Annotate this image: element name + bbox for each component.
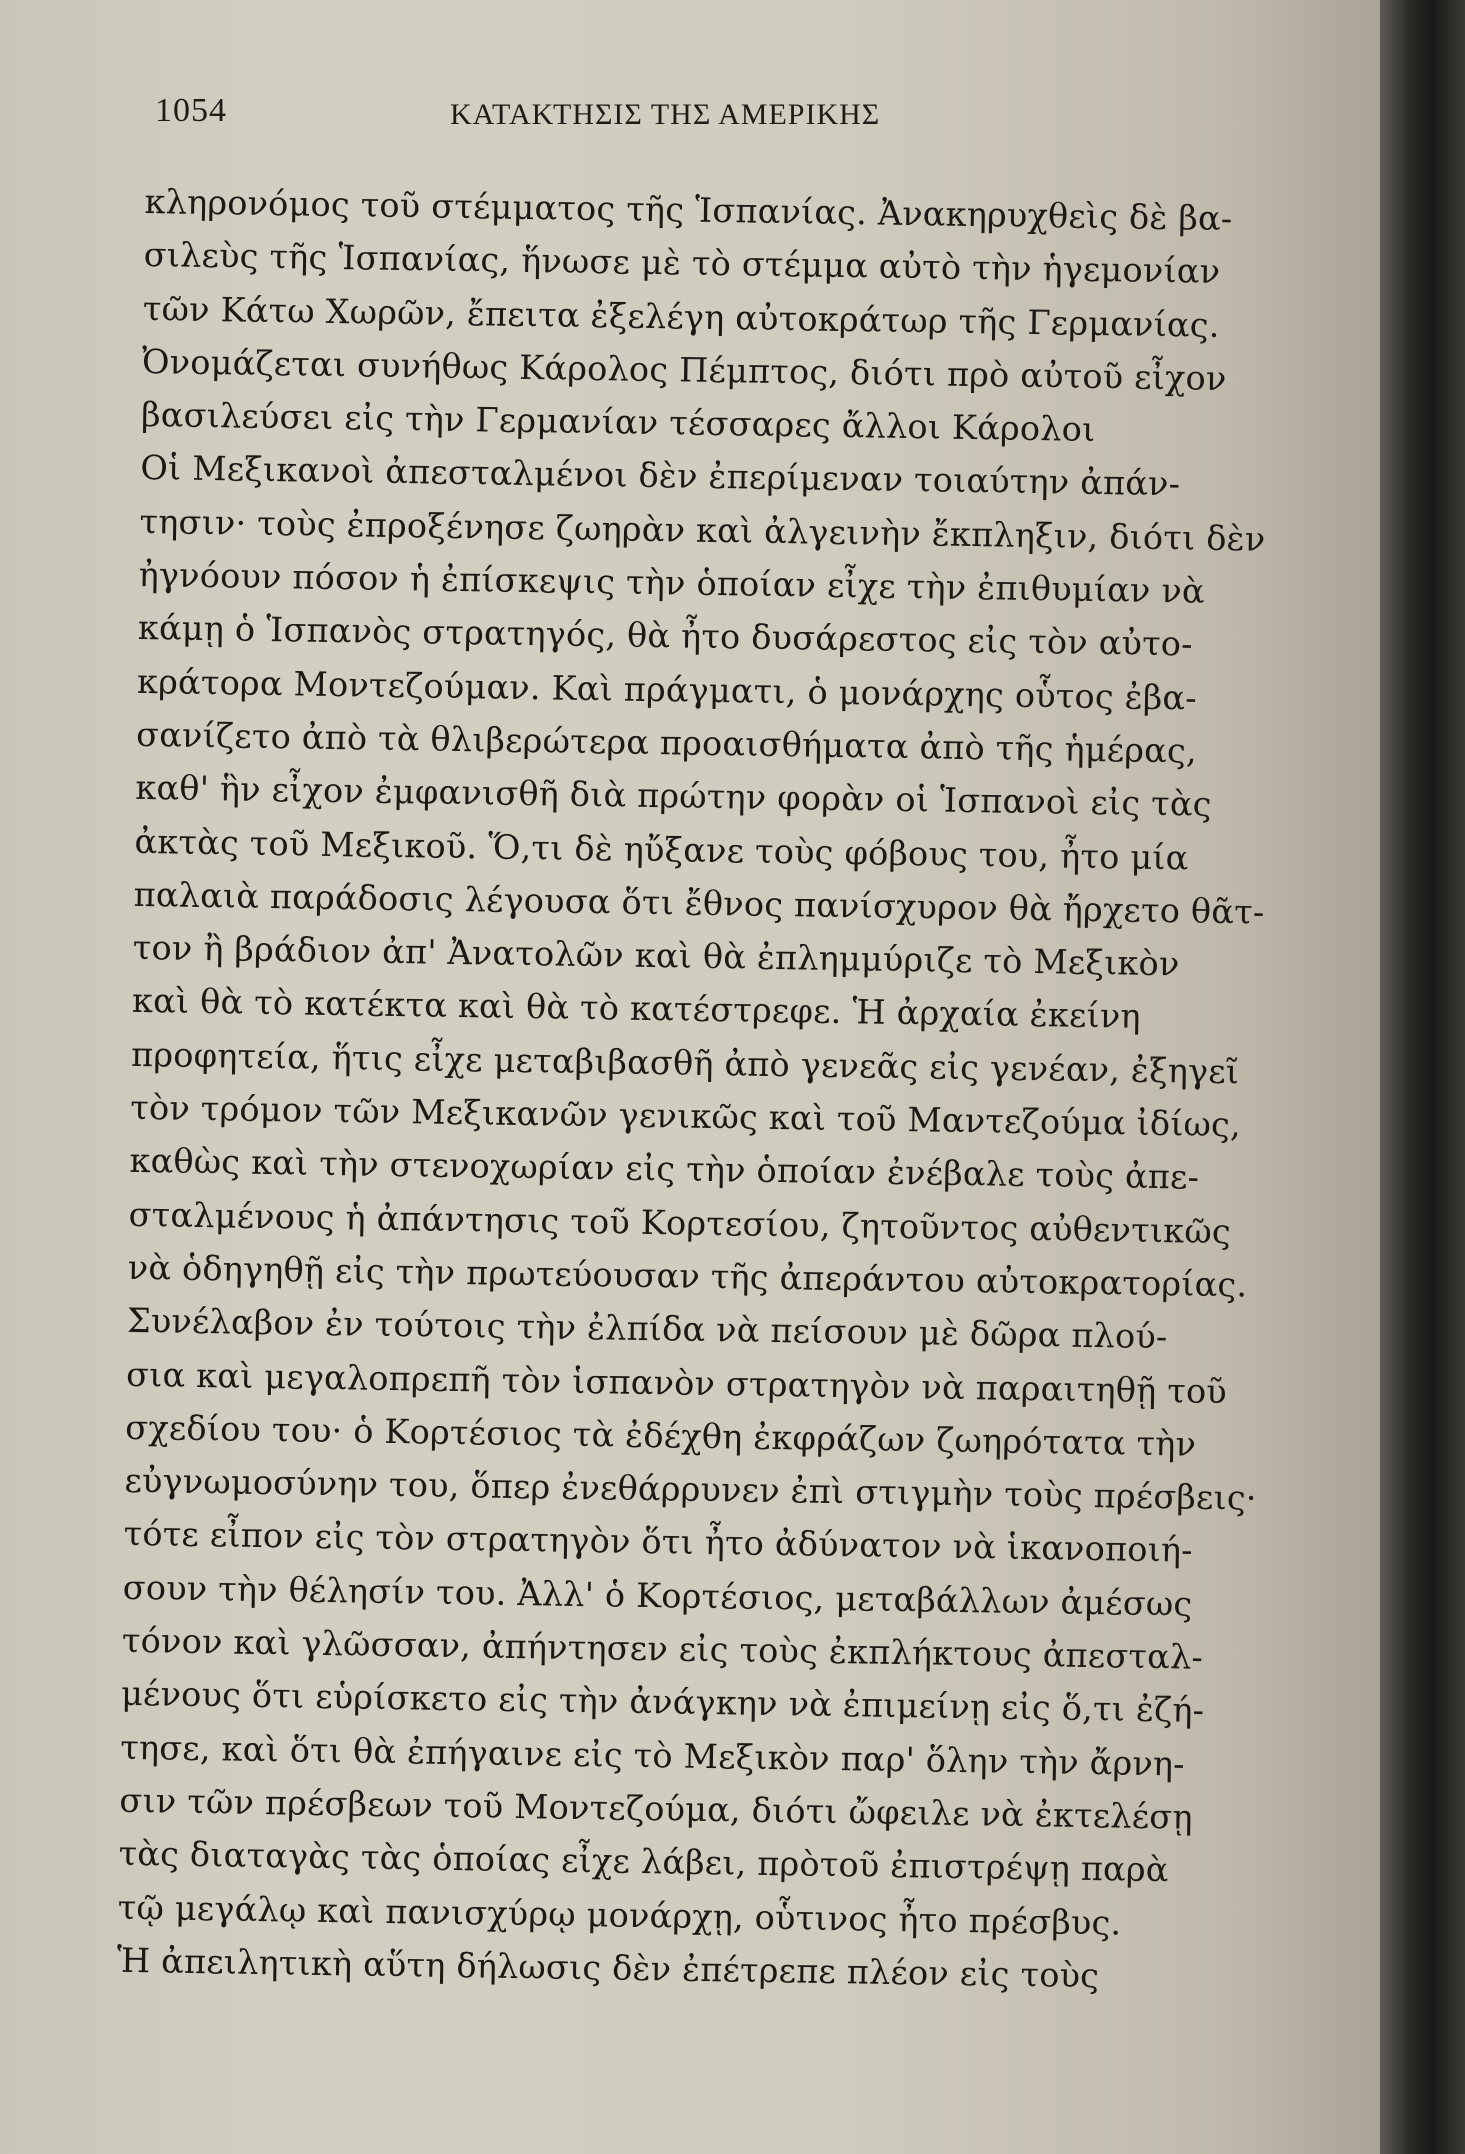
text-line: τότε εἶπον εἰς τὸν στρατηγὸν ὅτι ἦτο ἀδύνατον νὰ ἱκανοποιή- <box>123 1514 1194 1571</box>
running-title: ΚΑΤΑΚΤΗΣΙΣ ΤΗΣ ΑΜΕΡΙΚΗΣ <box>450 98 881 131</box>
text-line: Οἱ Μεξικανοὶ ἀπεσταλμένοι δὲν ἐπερίμεναν τοιαύτην ἀπάν- <box>140 448 1181 504</box>
text-line: νὰ ὁδηγηθῇ εἰς τὴν πρωτεύουσαν τῆς ἀπεράντου αὐτοκρατορίας. <box>127 1247 1248 1305</box>
text-line: σιν τῶν πρέσβεων τοῦ Μοντεζούμα, διότι ὤφειλε νὰ ἐκτελέσῃ <box>119 1780 1193 1837</box>
text-line: Συνέλαβον ἐν τούτοις τὴν ἐλπίδα νὰ πείσουν μὲ δῶρα πλού- <box>126 1301 1168 1357</box>
text-line: καθὼς καὶ τὴν στενοχωρίαν εἰς τὴν ὁποίαν ἐνέβαλε τοὺς ἀπε- <box>129 1141 1200 1198</box>
text-line: κληρονόμος τοῦ στέμματος τῆς Ἱσπανίας. Ἀνακηρυχθεὶς δὲ βα- <box>144 181 1233 239</box>
text-line: τησε, καὶ ὅτι θὰ ἐπήγαινε εἰς τὸ Μεξικὸν παρ' ὅλην τὴν ἄρνη- <box>120 1727 1186 1784</box>
text-line: τον ἢ βράδιον ἀπ' Ἀνατολῶν καὶ θὰ ἐπλημμύριζε τὸ Μεξικὸν <box>132 928 1180 984</box>
text-line: παλαιὰ παράδοσις λέγουσα ὅτι ἔθνος πανίσχυρον θὰ ἤρχετο θᾶτ- <box>133 874 1265 932</box>
page-header <box>155 92 1015 142</box>
text-line: ἠγνόουν πόσον ἡ ἐπίσκεψις τὴν ὁποίαν εἶχε τὴν ἐπιθυμίαν νὰ <box>138 555 1206 611</box>
text-line: καὶ θὰ τὸ κατέκτα καὶ θὰ τὸ κατέστρεφε. Ἡ ἀρχαία ἐκείνη <box>131 981 1142 1037</box>
text-line: σουν τὴν θέλησίν του. Ἀλλ' ὁ Κορτέσιος, μεταβάλλων ἀμέσως <box>122 1567 1193 1624</box>
text-line: τῷ μεγάλῳ καὶ πανισχύρῳ μονάρχῃ, οὗτινος ἦτο πρέσβυς. <box>117 1887 1122 1943</box>
text-line: σια καὶ μεγαλοπρεπῆ τὸν ἱσπανὸν στρατηγὸν νὰ παραιτηθῇ τοῦ <box>125 1354 1228 1411</box>
text-line: ἀκτὰς τοῦ Μεξικοῦ. Ὅ,τι δὲ ηὔξανε τοὺς φόβους του, ἦτο μία <box>134 821 1189 878</box>
text-line: τόνον καὶ γλῶσσαν, ἀπήντησεν εἰς τοὺς ἐκπλήκτους ἀπεσταλ- <box>121 1620 1204 1677</box>
page-number: 1054 <box>155 92 227 129</box>
text-line: κάμῃ ὁ Ἱσπανὸς στρατηγός, θὰ ἦτο δυσάρεστος εἰς τὸν αὐτο- <box>137 608 1194 664</box>
text-line: μένους ὅτι εὑρίσκετο εἰς τὴν ἀνάγκην νὰ ἐπιμείνῃ εἰς ὅ,τι ἐζή- <box>120 1674 1205 1731</box>
text-line: καθ' ἣν εἶχον ἐμφανισθῆ διὰ πρώτην φορὰν οἱ Ἱσπανοὶ εἰς τὰς <box>135 768 1213 825</box>
text-line: τῶν Κάτω Χωρῶν, ἔπειτα ἐξελέγη αὐτοκράτωρ τῆς Γερμανίας. <box>142 288 1220 345</box>
text-line: σχεδίου του· ὁ Κορτέσιος τὰ ἐδέχθη ἐκφράζων ζωηρότατα τὴν <box>125 1407 1197 1464</box>
text-line: Ἡ ἀπειλητικὴ αὕτη δήλωσις δὲν ἐπέτρεπε πλέον εἰς τοὺς <box>116 1940 1100 1996</box>
text-line: κράτορα Μοντεζούμαν. Καὶ πράγματι, ὁ μονάρχης οὗτος ἐβα- <box>136 661 1198 718</box>
text-line: σανίζετο ἀπὸ τὰ θλιβερώτερα προαισθήματα ἀπὸ τῆς ἡμέρας, <box>135 714 1198 771</box>
book-spine <box>1380 0 1465 2154</box>
text-line: τὸν τρόμον τῶν Μεξικανῶν γενικῶς καὶ τοῦ Μαντεζούμα ἰδίως, <box>130 1087 1242 1145</box>
text-line: Ὀνομάζεται συνήθως Κάρολος Πέμπτος, διότι πρὸ αὐτοῦ εἶχον <box>141 341 1227 398</box>
text-line: εὐγνωμοσύνην του, ὅπερ ἐνεθάρρυνεν ἐπὶ στιγμὴν τοὺς πρέσβεις· <box>124 1460 1258 1518</box>
text-line: σιλεὺς τῆς Ἱσπανίας, ἥνωσε μὲ τὸ στέμμα αὐτὸ τὴν ἡγεμονίαν <box>143 235 1221 292</box>
text-line: βασιλεύσει εἰς τὴν Γερμανίαν τέσσαρες ἄλλοι Κάρολοι <box>140 395 1096 450</box>
text-line: τὰς διαταγὰς τὰς ὁποίας εἶχε λάβει, πρὸτοῦ ἐπιστρέψῃ παρὰ <box>118 1833 1169 1890</box>
text-line: τησιν· τοὺς ἐπροξένησε ζωηρὰν καὶ ἀλγεινὴν ἔκπληξιν, διότι δὲν <box>139 501 1266 559</box>
text-line: προφητεία, ἥτις εἶχε μεταβιβασθῆ ἀπὸ γενεᾶς εἰς γενέαν, ἐξηγεῖ <box>130 1034 1240 1092</box>
text-line: σταλμένους ἡ ἀπάντησις τοῦ Κορτεσίου, ζητοῦντος αὐθεντικῶς <box>128 1194 1232 1251</box>
body-text <box>117 175 1295 2005</box>
